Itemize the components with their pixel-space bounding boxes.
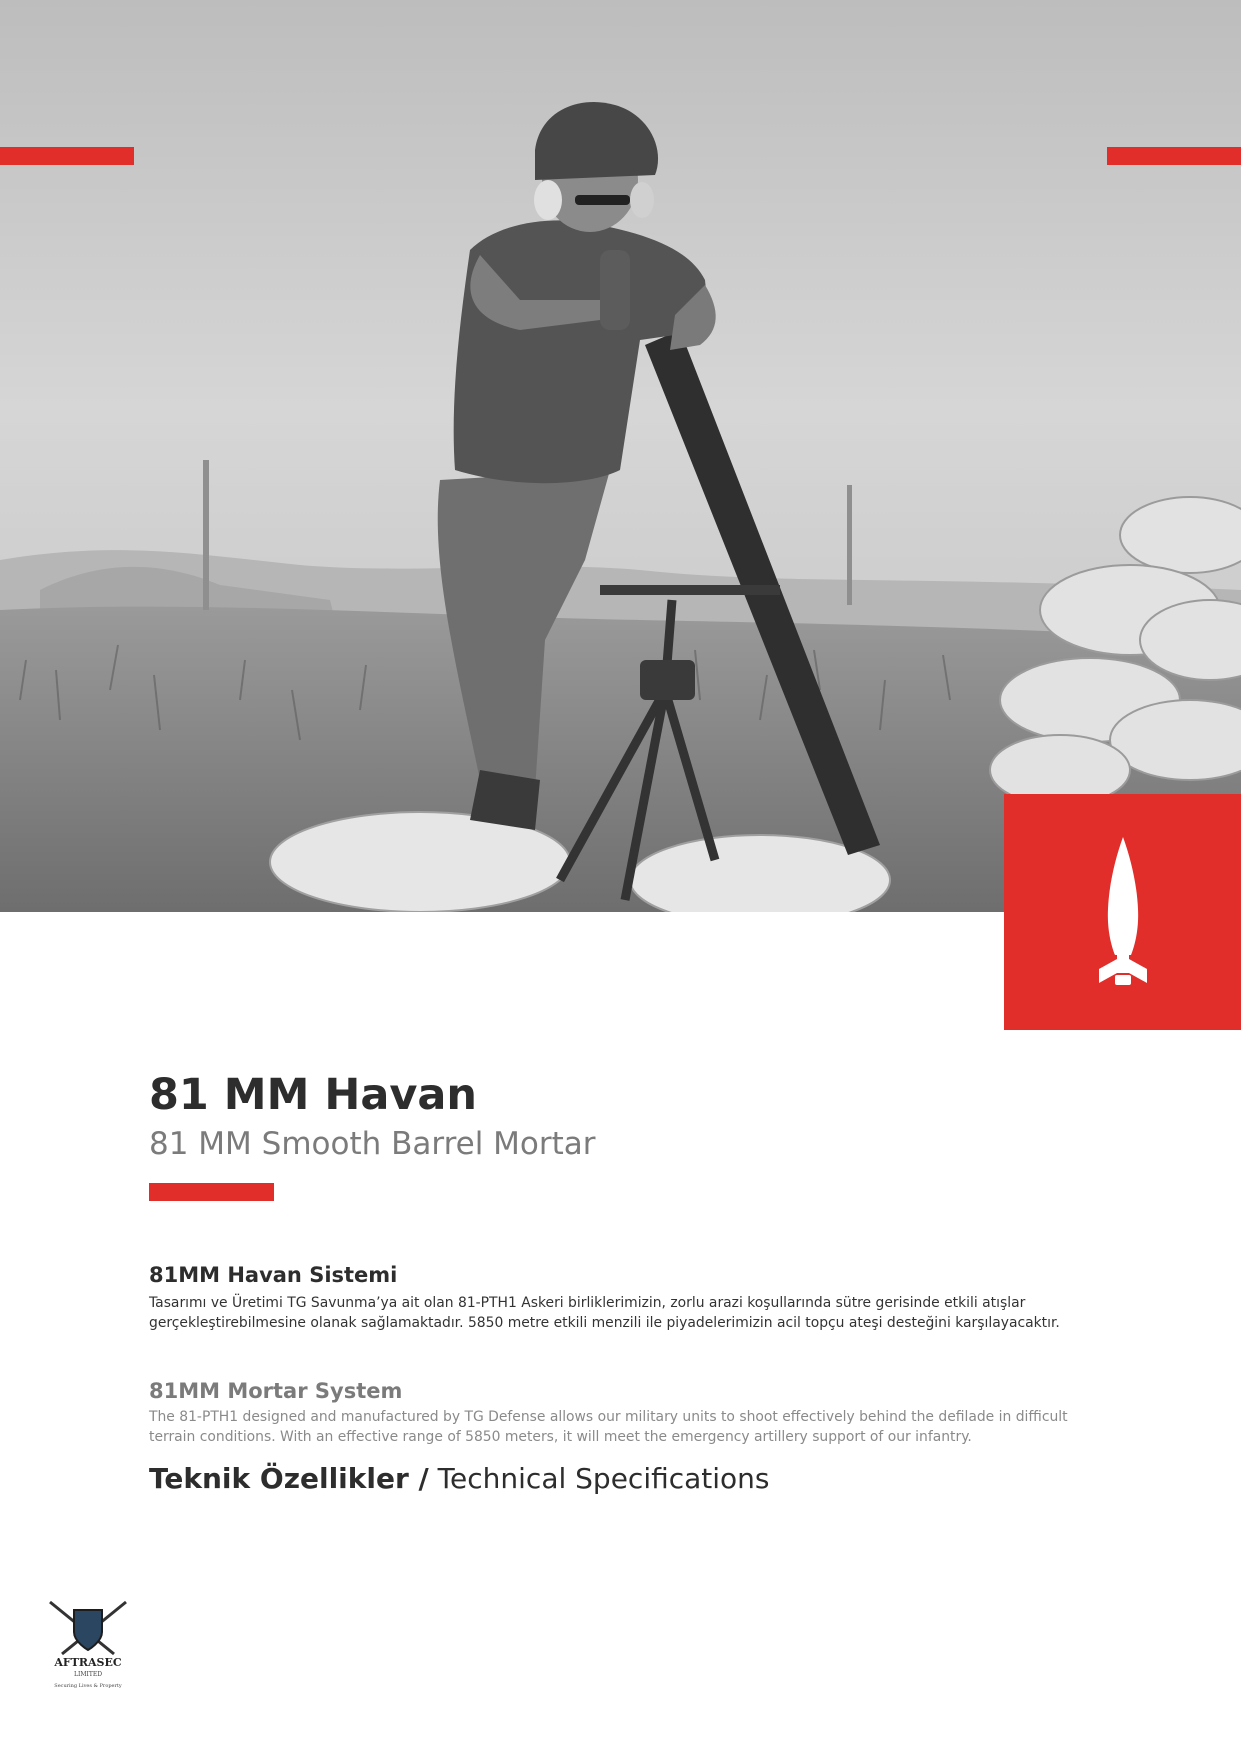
section-body-tr: Tasarımı ve Üretimi TG Savunma’ya ait olan 81-PTH1 Askeri birliklerimizin, zorlu arazi koşullarında sütre gerisinde etkili atışlar gerçekleştirebilmesine olanak sağlamaktadır. 5850 metre etkili menzili ile piyadelerimizin acil topçu ateşi desteğini karşılayacaktır. bbox=[149, 1295, 1060, 1331]
specs-heading bbox=[149, 1462, 770, 1495]
section-title-en: 81MM Mortar System bbox=[149, 1379, 403, 1403]
company-logo bbox=[44, 1598, 132, 1690]
svg-text:Securing Lives & Property: Securing Lives & Property bbox=[54, 1683, 122, 1689]
svg-text:LIMITED: LIMITED bbox=[73, 1671, 103, 1678]
title-underline bbox=[149, 1183, 274, 1201]
accent-bar-right bbox=[1107, 147, 1241, 165]
specs-label-en: Technical Specifications bbox=[428, 1462, 770, 1495]
page-title: 81 MM Havan bbox=[149, 1070, 478, 1120]
mortar-shell-icon bbox=[1093, 837, 1153, 987]
accent-bar-left bbox=[0, 147, 134, 165]
page-subtitle: 81 MM Smooth Barrel Mortar bbox=[149, 1126, 596, 1162]
specs-label-tr: Teknik Özellikler / bbox=[149, 1462, 429, 1495]
section-title-tr: 81MM Havan Sistemi bbox=[149, 1263, 398, 1287]
svg-text:AFTRASEC: AFTRASEC bbox=[54, 1656, 122, 1669]
section-body-en: The 81-PTH1 designed and manufactured by TG Defense allows our military units to shoot effectively behind the defilade in difficult terrain conditions. With an effective range of 5850 meters, it will meet the emergency artillery support of our infantry. bbox=[149, 1409, 1068, 1445]
mortar-badge bbox=[1004, 794, 1241, 1030]
